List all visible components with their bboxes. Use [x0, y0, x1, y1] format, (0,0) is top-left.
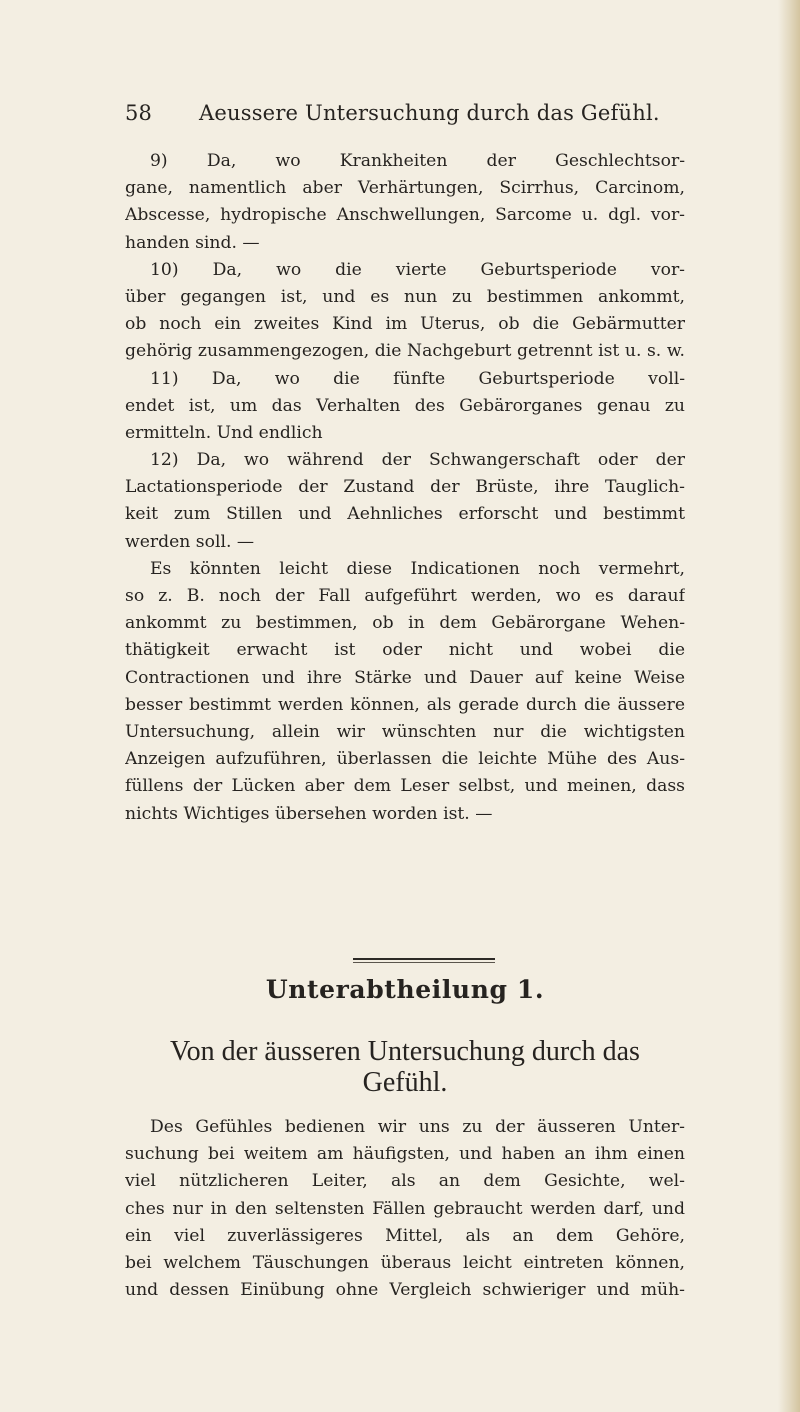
- text-line: über gegangen ist, und es nun zu bestimmen ankommt,: [125, 286, 685, 307]
- text-line: Des Gefühles bedienen wir uns zu der äusseren Unter-: [150, 1117, 685, 1137]
- text-line: suchung bei weitem am häufigsten, und haben an ihm einen: [125, 1144, 685, 1165]
- text-line: Abscesse, hydropische Anschwellungen, Sarcome u. dgl. vor-: [125, 205, 685, 226]
- section-body-text: [125, 1114, 685, 1304]
- text-line: werden soll. —: [125, 531, 255, 552]
- text-line: nichts Wichtiges übersehen worden ist. —: [125, 803, 493, 824]
- text-line: ermitteln. Und endlich: [125, 422, 323, 443]
- section-subtitle-line: Gefühl.: [362, 1067, 448, 1098]
- text-line: ein viel zuverlässigeres Mittel, als an dem Gehöre,: [125, 1225, 685, 1246]
- text-line: Contractionen und ihre Stärke und Dauer auf keine Weise: [125, 667, 685, 688]
- text-line: Lactationsperiode der Zustand der Brüste, ihre Tauglich-: [125, 477, 685, 498]
- section-divider: [353, 958, 495, 960]
- text-line: endet ist, um das Verhalten des Gebärorganes genau zu: [125, 395, 685, 416]
- text-line: füllens der Lücken aber dem Leser selbst, und meinen, dass: [125, 776, 685, 797]
- running-head: [125, 100, 685, 126]
- text-line: Es könnten leicht diese Indicationen noch vermehrt,: [150, 558, 685, 579]
- text-line: Untersuchung, allein wir wünschten nur die wichtigsten: [125, 721, 685, 742]
- text-line: handen sind. —: [125, 232, 260, 253]
- page-edge-shadow: [778, 0, 800, 1412]
- text-line: 10) Da, wo die vierte Geburtsperiode vor-: [150, 259, 685, 280]
- section-divider-thin: [353, 962, 495, 963]
- text-line: gane, namentlich aber Verhärtungen, Scirrhus, Carcinom,: [125, 178, 685, 199]
- running-title: Aeussere Untersuchung durch das Gefühl.: [199, 101, 660, 125]
- text-line: und dessen Einübung ohne Vergleich schwieriger und müh-: [125, 1280, 685, 1301]
- text-line: besser bestimmt werden können, als gerade durch die äussere: [125, 694, 685, 715]
- section-subtitle-line: Von der äusseren Untersuchung durch das: [170, 1036, 640, 1067]
- section-subtitle: [125, 1036, 685, 1098]
- text-line: ches nur in den seltensten Fällen gebraucht werden darf, und: [125, 1198, 685, 1219]
- text-line: 12) Da, wo während der Schwangerschaft oder der: [150, 450, 685, 471]
- body-text: [125, 148, 685, 828]
- text-line: ankommt zu bestimmen, ob in dem Gebärorgane Wehen-: [125, 613, 685, 634]
- text-line: bei welchem Täuschungen überaus leicht eintreten können,: [125, 1252, 685, 1273]
- page-number: 58: [125, 101, 153, 125]
- text-line: 9) Da, wo Krankheiten der Geschlechtsor-: [150, 151, 685, 171]
- text-line: 11) Da, wo die fünfte Geburtsperiode voll-: [150, 368, 685, 389]
- text-line: keit zum Stillen und Aehnliches erforscht und bestimmt: [125, 504, 685, 525]
- text-line: ob noch ein zweites Kind im Uterus, ob die Gebärmutter: [125, 314, 685, 335]
- text-line: Anzeigen aufzuführen, überlassen die leichte Mühe des Aus-: [125, 749, 685, 770]
- text-line: gehörig zusammengezogen, die Nachgeburt getrennt ist u. s. w.: [125, 341, 685, 362]
- text-line: thätigkeit erwacht ist oder nicht und wobei die: [125, 640, 685, 661]
- text-line: viel nützlicheren Leiter, als an dem Gesichte, wel-: [125, 1171, 685, 1192]
- section-heading: Unterabtheilung 1.: [265, 975, 545, 1004]
- text-line: so z. B. noch der Fall aufgeführt werden, wo es darauf: [125, 586, 685, 606]
